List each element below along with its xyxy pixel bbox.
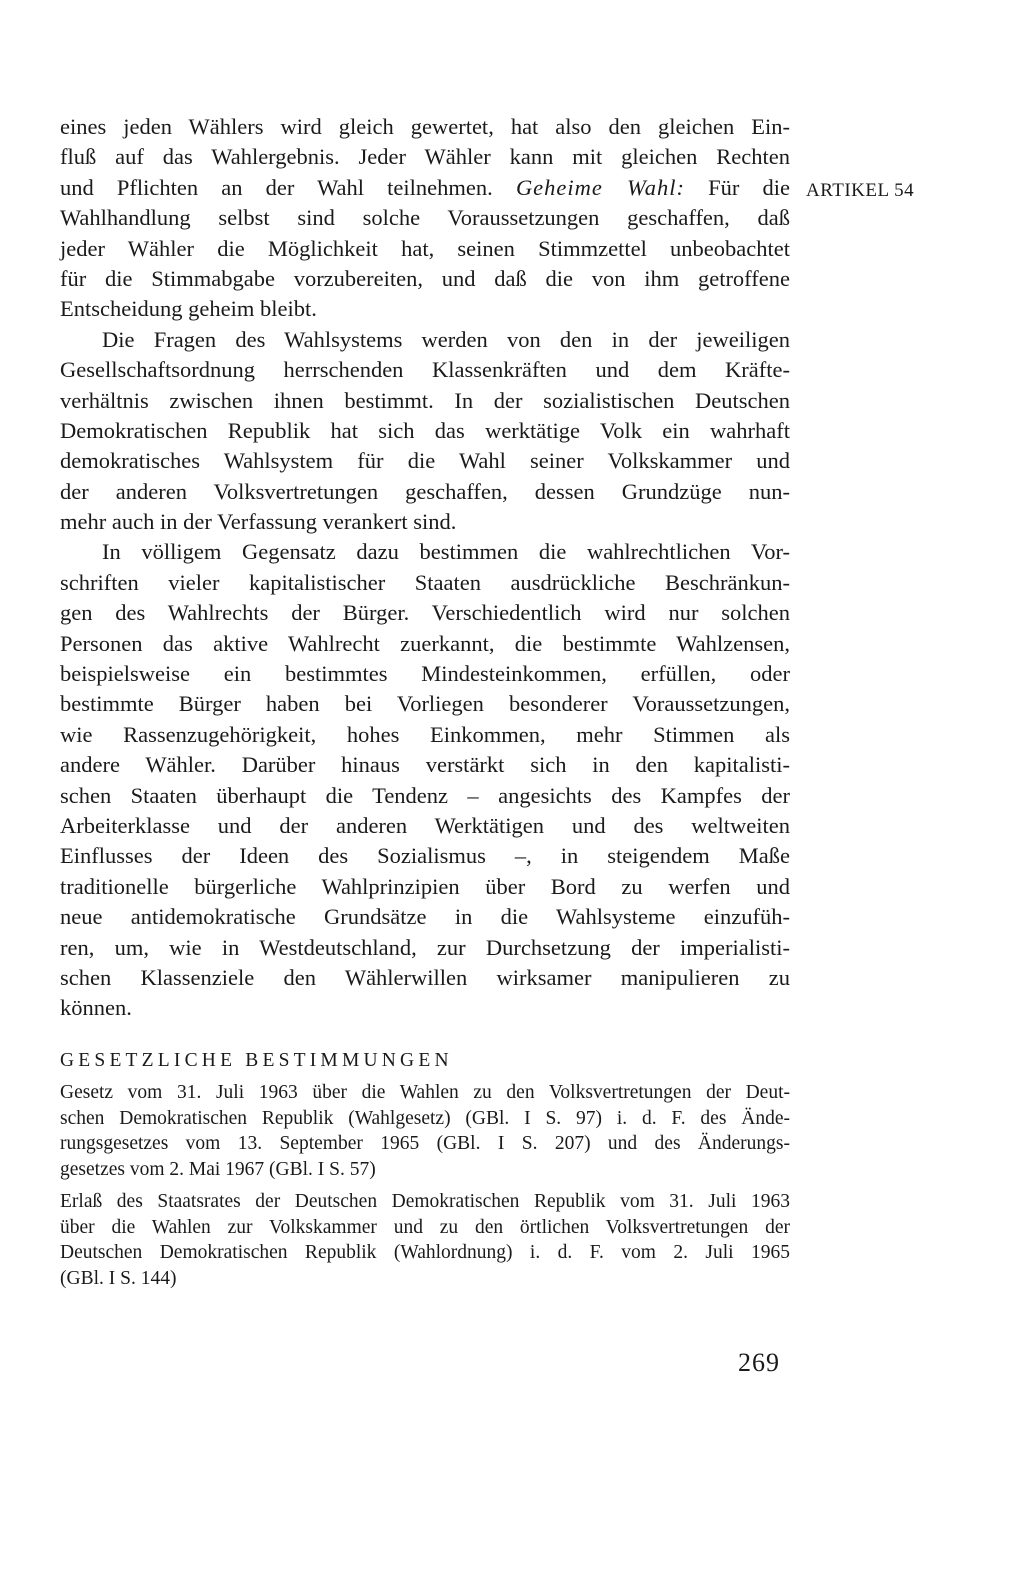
reference-line: über die Wahlen zur Volkskammer und zu den örtlichen Volksvertretungen der	[60, 1216, 790, 1238]
paragraph-1	[60, 112, 790, 325]
legal-references	[60, 1080, 790, 1298]
text-line: andere Wähler. Darüber hinaus verstärkt sich in den kapitalisti-	[60, 752, 790, 778]
reference-line: gesetzes vom 2. Mai 1967 (GBl. I S. 57)	[60, 1158, 376, 1180]
text-line: können.	[60, 995, 132, 1021]
reference-line: (GBl. I S. 144)	[60, 1267, 177, 1289]
reference-line: Erlaß des Staatsrates der Deutschen Demokratischen Republik vom 31. Juli 1963	[60, 1191, 790, 1212]
body-text	[60, 112, 790, 1024]
text-line: Einflusses der Ideen des Sozialismus –, in steigendem Maße	[60, 843, 790, 869]
paragraph-2	[60, 325, 790, 538]
reference-line: schen Demokratischen Republik (Wahlgesetz) (GBl. I S. 97) i. d. F. des Ände-	[60, 1107, 790, 1129]
text-line: verhältnis zwischen ihnen bestimmt. In der sozialistischen Deutschen	[60, 387, 790, 413]
text-line: In völligem Gegensatz dazu bestimmen die wahlrechtlichen Vor-	[102, 539, 790, 565]
paragraph-3	[60, 537, 790, 1023]
page-number: 269	[738, 1348, 780, 1377]
emphasis-geheime-wahl: Geheime Wahl:	[515, 174, 685, 200]
text-line: Wahlhandlung selbst sind solche Voraussetzungen geschaffen, daß	[60, 205, 790, 231]
text-line-with-emphasis	[60, 173, 790, 203]
text-fragment: und Pflichten an der Wahl teilnehmen.	[60, 174, 493, 200]
text-line: fluß auf das Wahlergebnis. Jeder Wähler kann mit gleichen Rechten	[60, 144, 790, 170]
reference-line: rungsgesetzes vom 13. September 1965 (GBl. I S. 207) und des Änderungs-	[60, 1133, 790, 1154]
reference-line: Deutschen Demokratischen Republik (Wahlordnung) i. d. F. vom 2. Juli 1965	[60, 1242, 790, 1263]
text-line: Die Fragen des Wahlsystems werden von den in der jeweiligen	[102, 326, 790, 352]
text-line: eines jeden Wählers wird gleich gewertet, hat also den gleichen Ein-	[60, 114, 790, 139]
text-line: Personen das aktive Wahlrecht zuerkannt, die bestimmte Wahlzensen,	[60, 630, 790, 656]
text-line: schen Staaten überhaupt die Tendenz – angesichts des Kampfes der	[60, 782, 790, 808]
section-heading: GESETZLICHE BESTIMMUNGEN	[60, 1050, 453, 1071]
reference-line: Gesetz vom 31. Juli 1963 über die Wahlen zu den Volksvertretungen der Deut-	[60, 1082, 790, 1103]
reference-item	[60, 1189, 790, 1291]
text-line: gen des Wahlrechts der Bürger. Verschiedentlich wird nur solchen	[60, 600, 790, 626]
text-line: wie Rassenzugehörigkeit, hohes Einkommen, mehr Stimmen als	[60, 721, 790, 747]
text-line: traditionelle bürgerliche Wahlprinzipien über Bord zu werfen und	[60, 873, 790, 899]
text-line: der anderen Volksvertretungen geschaffen, dessen Grundzüge nun-	[60, 478, 790, 504]
text-line: Arbeiterklasse und der anderen Werktätigen und des weltweiten	[60, 812, 790, 838]
reference-item	[60, 1080, 790, 1182]
text-fragment: Für die	[708, 174, 791, 200]
text-line: beispielsweise ein bestimmtes Mindesteinkommen, erfüllen, oder	[60, 661, 790, 687]
text-line: Entscheidung geheim bleibt.	[60, 296, 317, 322]
text-line: Gesellschaftsordnung herrschenden Klassenkräften und dem Kräfte-	[60, 357, 790, 383]
text-line: Demokratischen Republik hat sich das werktätige Volk ein wahrhaft	[60, 417, 790, 443]
text-line: bestimmte Bürger haben bei Vorliegen besonderer Voraussetzungen,	[60, 691, 790, 717]
text-line: schriften vieler kapitalistischer Staaten ausdrückliche Beschränkun-	[60, 569, 790, 595]
text-line: neue antidemokratische Grundsätze in die Wahlsysteme einzufüh-	[60, 904, 790, 930]
text-line: demokratisches Wahlsystem für die Wahl seiner Volkskammer und	[60, 448, 790, 474]
text-line: jeder Wähler die Möglichkeit hat, seinen Stimmzettel unbeobachtet	[60, 235, 790, 261]
text-line: schen Klassenziele den Wählerwillen wirksamer manipulieren zu	[60, 964, 790, 990]
text-line: für die Stimmabgabe vorzubereiten, und daß die von ihm getroffene	[60, 265, 790, 291]
margin-note-article: ARTIKEL 54	[806, 180, 915, 201]
text-line: mehr auch in der Verfassung verankert sind.	[60, 509, 457, 535]
text-line: ren, um, wie in Westdeutschland, zur Durchsetzung der imperialisti-	[60, 934, 790, 960]
